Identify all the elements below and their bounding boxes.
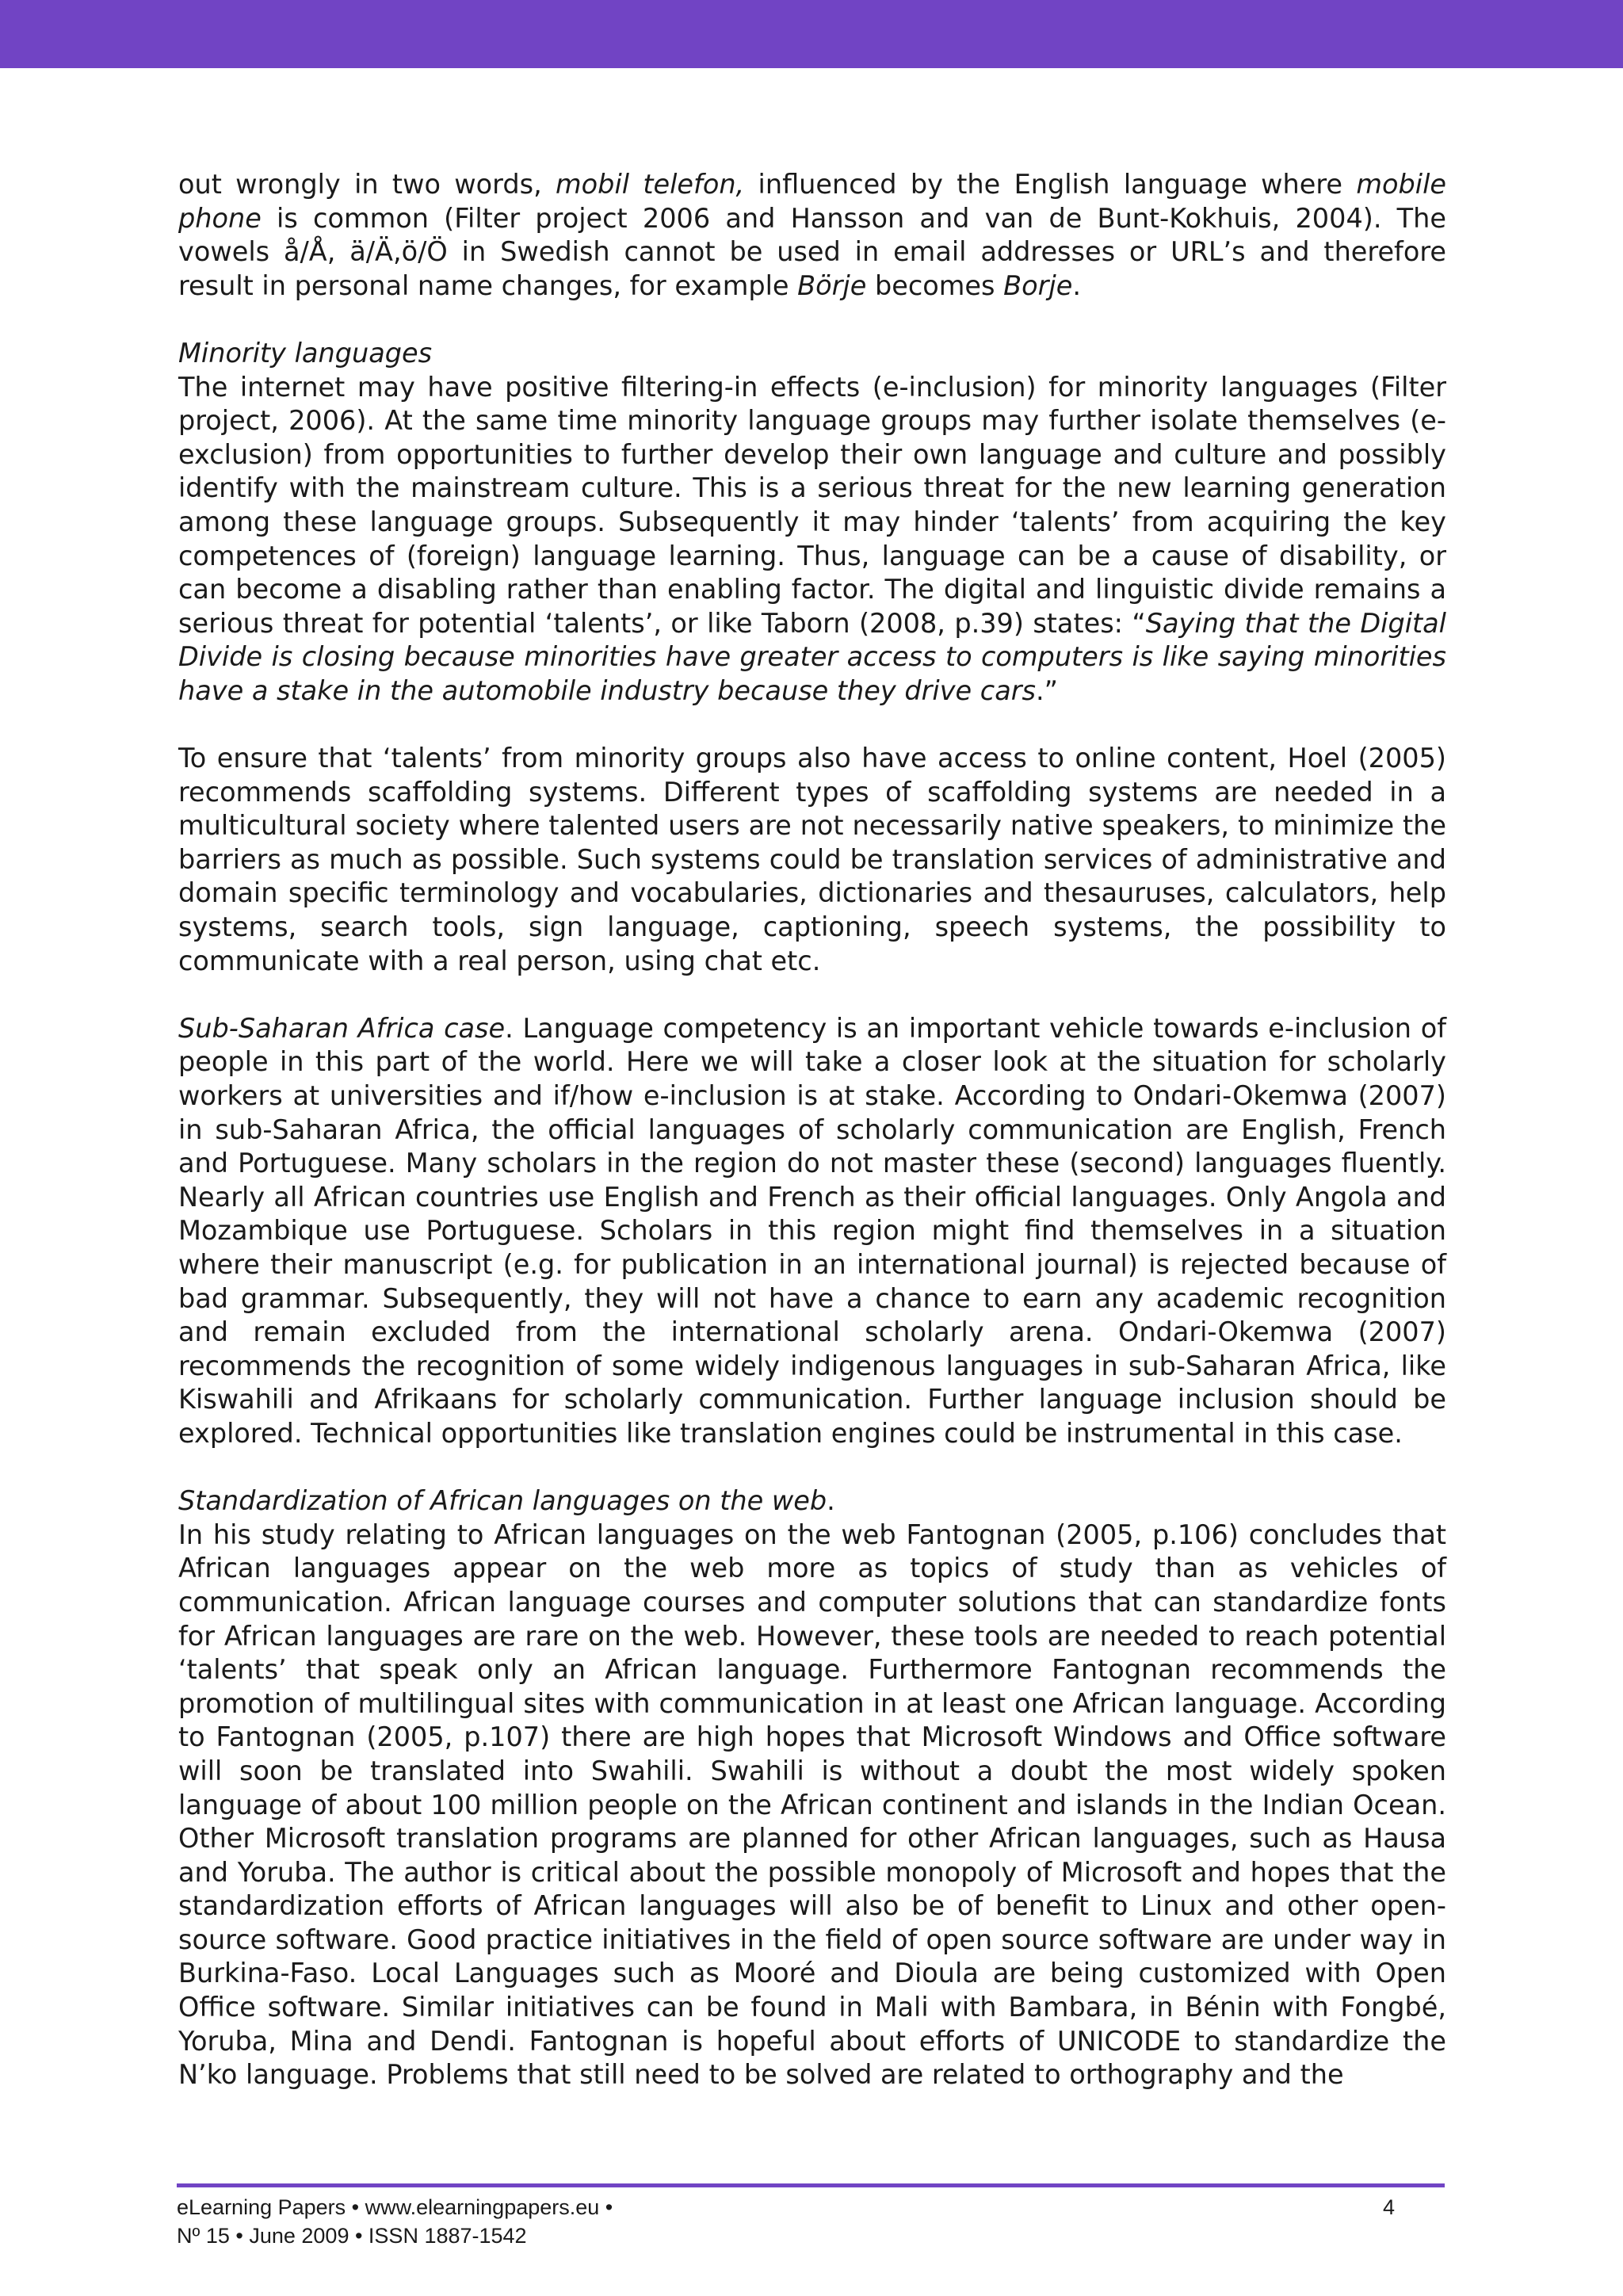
- term-borje-changed: Borje: [1003, 269, 1073, 301]
- page-number: 4: [1383, 2195, 1396, 2219]
- section-heading: Minority languages: [178, 337, 433, 369]
- paragraph-scaffolding-systems: To ensure that ‘talents’ from minority groups also have access to online content, Hoel (2005) recommends scaffolding systems. Different types of scaffolding systems are needed in a multicultural society where talented users are not necessarily native speakers, to minimize the barriers as much as possible. Such systems could be translation services of administrative and domain specific terminology and vocabularies, dictionaries and thesauruses, calculators, help systems, search tools, sign language, captioning, speech systems, the possibility to communicate with a real person, using chat etc.: [178, 743, 1446, 976]
- term-mobil-telefon: mobil telefon,: [556, 169, 745, 200]
- quote-taborn: Saying that the Digital Divide is closing because minorities have greater access to computers is like saying minorities have a stake in the automobile industry because they drive cars: [178, 607, 1446, 706]
- footer-divider: [177, 2183, 1445, 2187]
- footer-publication-line: eLearning Papers • www.elearningpapers.eu •: [177, 2195, 613, 2219]
- article-body: [178, 168, 1446, 2092]
- paragraph-sub-saharan-africa: Sub-Saharan Africa case. Language competency is an important vehicle towards e-inclusion of people in this part of the world. Here we will take a closer look at the situation for scholarly workers at universities and if/how e-inclusion is at stake. According to Ondari-Okemwa (2007) in sub-Saharan Africa, the official languages of scholarly communication are English, French and Portuguese. Many scholars in the region do not master these (second) languages fluently. Nearly all African countries use English and French as their official languages. Only Angola and Mozambique use Portuguese. Scholars in this region might find themselves in a situation where their manuscript (e.g. for publication in an international journal) is rejected because of bad grammar. Subsequently, they will not have a chance to earn any academic recognition and remain excluded from the international scholarly arena. Ondari-Okemwa (2007) recommends the recognition of some widely indigenous languages in sub-Saharan Africa, like Kiswahili and Afrikaans for scholarly communication. Further language inclusion should be explored. Technical opportunities like translation engines could be instrumental in this case.: [178, 1012, 1446, 1449]
- section-minority-languages: Minority languages The internet may have positive filtering-in effects (e-inclusion) for minority languages (Filter project, 2006). At the same time minority language groups may further isolate themselves (e-exclusion) from opportunities to further develop their own language and culture and possibly identify with the mainstream culture. This is a serious threat for the new learning generation among these language groups. Subsequently it may hinder ‘talents’ from acquiring the key competences of (foreign) language learning. Thus, language can be a cause of disability, or can become a disabling rather than enabling factor. The digital and linguistic divide remains a serious threat for potential ‘talents’, or like Taborn (2008, p.39) states: “Saying that the Digital Divide is closing because minorities have greater access to computers is like saying minorities have a stake in the automobile industry because they drive cars.”: [178, 337, 1446, 706]
- section-heading: Standardization of African languages on the web.: [178, 1485, 835, 1517]
- term-borje-original: Börje: [797, 269, 867, 301]
- section-standardization: Standardization of African languages on the web. In his study relating to African languages on the web Fantognan (2005, p.106) concludes that African languages appear on the web more as topics of study than as vehicles of communication. African language courses and computer solutions that can standardize fonts for African languages are rare on the web. However, these tools are needed to reach potential ‘talents’ that speak only an African language. Furthermore Fantognan recommends the promotion of multilingual sites with communication in at least one African language. According to Fantognan (2005, p.107) there are high hopes that Microsoft Windows and Office software will soon be translated into Swahili. Swahili is without a doubt the most widely spoken language of about 100 million people on the African continent and islands in the Indian Ocean. Other Microsoft translation programs are planned for other African languages, such as Hausa and Yoruba. The author is critical about the possible monopoly of Microsoft and hopes that the standardization efforts of African languages will also be of benefit to Linux and other open-source software. Good practice initiatives in the field of open source software are under way in Burkina-Faso. Local Languages such as Mooré and Dioula are being customized with Open Office software. Similar initiatives can be found in Mali with Bambara, in Bénin with Fongbé, Yoruba, Mina and Dendi. Fantognan is hopeful about efforts of UNICODE to standardize the N’ko language. Problems that still need to be solved are related to orthography and the: [178, 1485, 1446, 2091]
- footer-issue-line: Nº 15 • June 2009 • ISSN 1887-1542: [177, 2224, 527, 2248]
- paragraph-swedish-vowels: out wrongly in two words, mobil telefon, influenced by the English language where mobile phone is common (Filter project 2006 and Hansson and van de Bunt-Kokhuis, 2004). The vowels å/Å, ä/Ä,ö/Ö in Swedish cannot be used in email addresses or URL’s and therefore result in personal name changes, for example Börje becomes Borje.: [178, 169, 1446, 301]
- header-accent-bar: [0, 0, 1623, 68]
- footer: [177, 2193, 1445, 2250]
- term-mobile-phone: mobile phone: [178, 169, 1446, 234]
- section-lead: Sub-Saharan Africa case: [178, 1012, 506, 1044]
